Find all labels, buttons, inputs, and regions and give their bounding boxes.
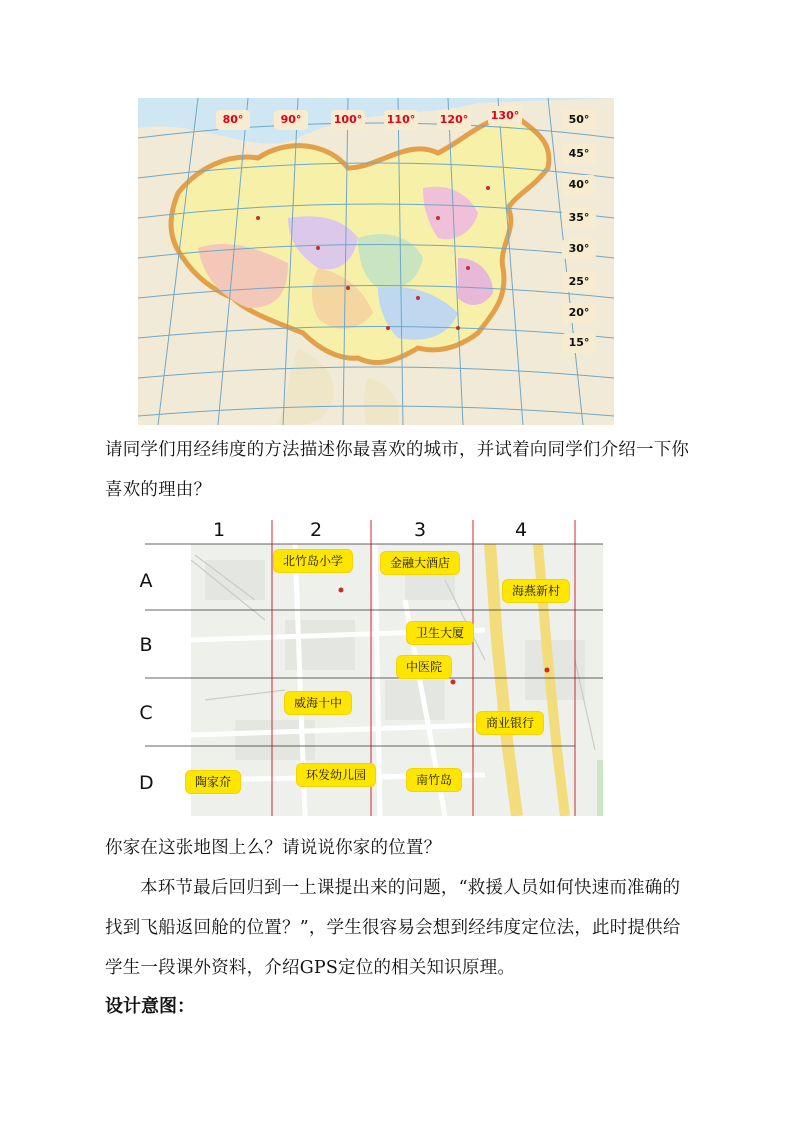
china-map-graphic: [138, 98, 614, 425]
place-label: 南竹岛: [407, 769, 461, 791]
column-number: 1: [213, 519, 226, 541]
latitude-label: 40°: [562, 175, 596, 195]
place-label: 商业银行: [477, 712, 543, 734]
longitude-label: 90°: [274, 110, 308, 130]
place-label: 陶家夼: [186, 771, 240, 793]
place-label: 卫生大厦: [407, 622, 473, 644]
place-label: 金融大酒店: [381, 552, 459, 574]
column-number: 4: [515, 519, 528, 541]
longitude-label: 80°: [216, 110, 250, 130]
section-heading: 设计意图：: [105, 996, 195, 1017]
question-paragraph: 请同学们用经纬度的方法描述你最喜欢的城市，并试着向同学们介绍一下你喜欢的理由？: [105, 440, 690, 500]
place-label: 环发幼儿园: [297, 764, 375, 786]
latitude-label: 20°: [562, 303, 596, 323]
place-label: 中医院: [397, 656, 451, 678]
latitude-label: 25°: [562, 272, 596, 292]
column-number: 2: [310, 519, 323, 541]
longitude-label: 110°: [384, 110, 418, 130]
china-latlong-map: [138, 98, 614, 425]
latitude-label: 15°: [562, 333, 596, 353]
question-paragraph-2: 你家在这张地图上么？请说说你家的位置？: [105, 838, 442, 858]
explanation-paragraph: 本环节最后回归到一上课提出来的问题，“救援人员如何快速而准确的找到飞船返回舱的位置？”，学生很容易会想到经纬度定位法，此时提供给学生一段课外资料，介绍GPS定位的相关知识原理。: [105, 878, 681, 978]
row-label: B: [139, 634, 153, 656]
latitude-label: 30°: [562, 239, 596, 259]
column-number: 3: [414, 519, 427, 541]
latitude-label: 45°: [562, 144, 596, 164]
latitude-label: 50°: [562, 110, 596, 130]
place-label: 北竹岛小学: [274, 550, 352, 572]
longitude-label: 120°: [437, 110, 471, 130]
row-label: C: [139, 702, 153, 724]
place-label: 威海十中: [285, 692, 351, 714]
city-grid-map: [139, 519, 603, 816]
latitude-label: 35°: [562, 208, 596, 228]
longitude-label: 130°: [488, 106, 522, 126]
row-label: D: [139, 772, 154, 794]
longitude-label: 100°: [331, 110, 365, 130]
row-label: A: [139, 570, 153, 592]
place-label: 海燕新村: [503, 580, 569, 602]
